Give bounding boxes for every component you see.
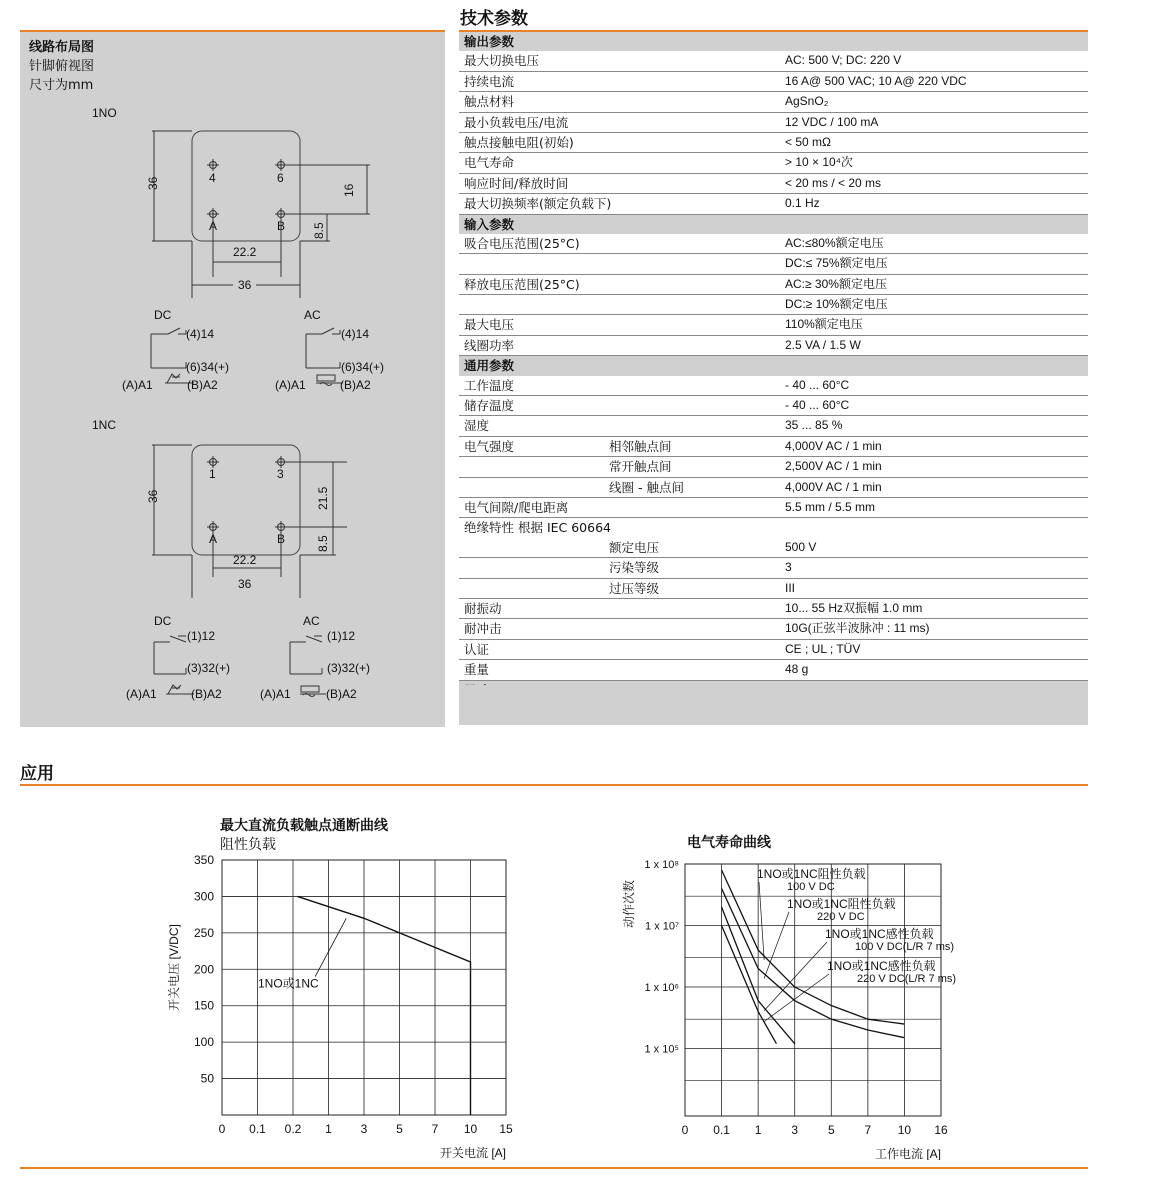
spec-label: 耐振动 <box>464 600 502 616</box>
chart1-x-tick: 1 <box>325 1122 332 1136</box>
nc-pin-a: A <box>209 532 218 546</box>
spec-row <box>459 660 1088 680</box>
spec-row <box>459 498 1088 518</box>
spec-value: 110%额定电压 <box>785 317 863 332</box>
spec-label: 重量 <box>464 662 490 678</box>
spec-row <box>459 599 1088 619</box>
chart1-y-label: 开关电压 [V/DC] <box>167 924 181 1011</box>
chart1-x-tick: 0 <box>218 1122 226 1136</box>
no-dim-offset: 8.5 <box>312 222 326 239</box>
spec-row <box>459 416 1088 436</box>
spec-value: AC: 500 V; DC: 220 V <box>785 53 902 68</box>
tech-params-title: 技术参数 <box>460 9 528 29</box>
spec-label: 湿度 <box>464 418 490 434</box>
spec-row <box>459 518 1088 537</box>
spec-section-label: 通用参数 <box>464 358 515 374</box>
no-pin-6: 6 <box>277 171 284 185</box>
chart2-series-leader <box>759 882 764 960</box>
chart2-series-label: 1NO或1NC感性负载 <box>825 927 934 941</box>
nc-pins <box>207 456 287 533</box>
spec-label: 电气寿命 <box>464 155 515 171</box>
spec-table-footer <box>459 685 1088 725</box>
spec-value: 5.5 mm / 5.5 mm <box>785 499 876 514</box>
chart2-series-label: 1NO或1NC感性负载 <box>827 959 936 973</box>
spec-label: 最大切换电压 <box>464 53 540 69</box>
wiring-title: 线路布局图 <box>29 40 95 55</box>
spec-value: AC:≥ 30%额定电压 <box>785 276 887 291</box>
chart1-y-tick: 250 <box>193 925 214 940</box>
nc-dc-term-2: (3)32(+) <box>187 661 231 675</box>
no-dc-term-2: (6)34(+) <box>186 360 230 374</box>
spec-row <box>459 579 1088 599</box>
no-dc-term-4: (B)A2 <box>187 378 218 392</box>
no-ac-term-4: (B)A2 <box>340 378 371 392</box>
wiring-subtitle-pins: 针脚俯视图 <box>29 59 95 74</box>
bottom-divider <box>20 1167 1088 1169</box>
spec-row <box>459 396 1088 416</box>
nc-dim-height: 36 <box>146 489 160 503</box>
chart1-x-tick: 10 <box>463 1122 478 1136</box>
spec-value: 2,500V AC / 1 min <box>785 459 882 474</box>
nc-ac-term-1: (1)12 <box>327 629 356 643</box>
chart2-x-tick: 5 <box>827 1123 835 1137</box>
nc-dc-label: DC <box>154 614 172 628</box>
spec-value: AC:≤80%额定电压 <box>785 235 884 250</box>
chart1-y-tick: 50 <box>200 1071 214 1086</box>
chart2-x-tick: 3 <box>791 1123 799 1137</box>
wiring-diagram-svg <box>20 32 445 727</box>
chart2-series-sublabel: 100 V DC <box>787 881 835 893</box>
spec-sublabel: 线圈 - 触点间 <box>609 479 684 495</box>
chart1-x-label: 开关电流 [A] <box>439 1146 506 1160</box>
spec-label: 释放电压范围(25°C) <box>464 276 580 292</box>
chart2-title: 电气寿命曲线 <box>687 835 771 851</box>
chart1-x-tick: 15 <box>499 1122 513 1136</box>
no-dim-pitch-v: 16 <box>342 183 356 197</box>
spec-sublabel: 常开触点间 <box>609 459 672 475</box>
spec-row <box>459 295 1088 315</box>
chart1-x-tick: 7 <box>431 1122 439 1136</box>
spec-label: 储存温度 <box>464 398 515 414</box>
chart2-y-label: 动作次数 <box>622 879 636 929</box>
spec-label: 认证 <box>464 641 490 657</box>
no-dim-width: 36 <box>238 278 252 292</box>
spec-label: 线圈功率 <box>464 337 515 353</box>
nc-pin-1: 1 <box>209 467 216 481</box>
chart2-y-tick: 1 x 10⁶ <box>644 982 679 995</box>
spec-sublabel: 污染等级 <box>609 560 660 576</box>
spec-value: 4,000V AC / 1 min <box>785 438 882 453</box>
chart1-y-tick: 200 <box>193 962 214 977</box>
spec-label: 吸合电压范围(25°C) <box>464 235 580 251</box>
spec-value: - 40 ... 60°C <box>785 377 850 392</box>
spec-label: 触点接触电阻(初始) <box>464 134 574 150</box>
spec-row <box>459 437 1088 457</box>
spec-label: 触点材料 <box>464 94 515 110</box>
spec-section-label: 输出参数 <box>464 34 515 49</box>
spec-label: 电气间隙/爬电距离 <box>464 499 569 515</box>
spec-value: 12 VDC / 100 mA <box>785 114 879 129</box>
spec-row <box>459 254 1088 274</box>
spec-label: 持续电流 <box>464 73 515 89</box>
spec-row <box>459 640 1088 660</box>
chart1-x-tick: 0.2 <box>284 1122 302 1136</box>
chart1-dc-load-curve <box>150 850 530 1160</box>
no-ac-term-1: (4)14 <box>341 327 370 341</box>
nc-dc-term-3: (A)A1 <box>126 687 157 701</box>
spec-value: AgSnO₂ <box>785 94 829 109</box>
spec-value: 500 V <box>785 539 817 554</box>
chart1-x-tick: 0.1 <box>249 1122 266 1136</box>
chart2-y-tick: 1 x 10⁸ <box>644 859 679 871</box>
spec-row <box>459 336 1088 356</box>
spec-value: < 20 ms / < 20 ms <box>785 175 882 190</box>
nc-ac-term-4: (B)A2 <box>326 687 357 701</box>
spec-value: 35 ... 85 % <box>785 418 843 433</box>
chart2-series-sublabel: 220 V DC <box>817 911 865 923</box>
no-pin-4: 4 <box>209 171 216 185</box>
spec-value: - 40 ... 60°C <box>785 398 850 413</box>
no-label: 1NO <box>92 106 117 120</box>
chart1-title: 最大直流负载触点通断曲线 <box>220 818 388 834</box>
spec-row <box>459 478 1088 498</box>
spec-row <box>459 457 1088 477</box>
spec-row <box>459 92 1088 112</box>
spec-sublabel: 额定电压 <box>609 539 660 555</box>
spec-label: 最小负载电压/电流 <box>464 114 569 130</box>
spec-row <box>459 315 1088 335</box>
spec-row <box>459 619 1088 639</box>
spec-value: 2.5 VA / 1.5 W <box>785 337 861 352</box>
wiring-diagram-panel <box>20 30 445 727</box>
chart2-series-line <box>722 926 777 1044</box>
chart2-x-tick: 16 <box>934 1123 948 1137</box>
no-pin-a: A <box>209 219 218 233</box>
spec-row <box>459 538 1088 558</box>
wiring-subtitle-units: 尺寸为mm <box>29 78 94 93</box>
nc-pin-b: B <box>277 532 286 546</box>
no-dc-label: DC <box>154 308 172 322</box>
spec-value: DC:≤ 75%额定电压 <box>785 256 888 271</box>
nc-ac-term-2: (3)32(+) <box>327 661 371 675</box>
chart2-series-sublabel: 100 V DC(L/R 7 ms) <box>855 941 955 953</box>
nc-dim-width: 36 <box>238 577 252 591</box>
spec-label: 最大切换频率(额定负载下) <box>464 196 612 212</box>
spec-value: 10G(正弦半波脉冲 : 11 ms) <box>785 621 930 636</box>
spec-label: 响应时间/释放时间 <box>464 175 569 191</box>
no-ac-label: AC <box>304 308 321 322</box>
spec-section-header <box>459 215 1088 234</box>
spec-row <box>459 275 1088 295</box>
spec-label: 耐冲击 <box>464 621 502 637</box>
chart2-series-label: 1NO或1NC阻性负载 <box>757 867 866 881</box>
spec-table <box>459 30 1088 719</box>
nc-ac-schematic <box>290 636 326 697</box>
chart2-x-tick: 1 <box>754 1123 762 1137</box>
nc-dim-offset: 8.5 <box>316 535 330 552</box>
spec-value: 10... 55 Hz双振幅 1.0 mm <box>785 600 923 615</box>
nc-dim-pitch-v: 21.5 <box>316 486 330 510</box>
spec-label: 工作温度 <box>464 377 515 393</box>
spec-value: < 50 mΩ <box>785 134 831 149</box>
no-dc-term-1: (4)14 <box>186 327 215 341</box>
chart2-x-tick: 0.1 <box>713 1123 730 1137</box>
no-ac-schematic <box>306 328 343 386</box>
chart2-series-leader <box>764 974 829 1021</box>
chart2-x-label: 工作电流 [A] <box>874 1147 941 1160</box>
chart2-y-tick: 1 x 10⁷ <box>645 920 679 933</box>
spec-value: > 10 × 10⁴次 <box>785 155 853 170</box>
chart1-y-tick: 150 <box>193 998 214 1013</box>
spec-section-header <box>459 356 1088 375</box>
chart2-x-tick: 0 <box>681 1123 689 1137</box>
chart1-series-label: 1NO或1NC <box>258 976 319 991</box>
no-ac-term-2: (6)34(+) <box>341 360 385 374</box>
chart2-series-label: 1NO或1NC阻性负载 <box>787 897 896 911</box>
chart2-y-tick: 1 x 10⁵ <box>644 1043 679 1056</box>
chart2-x-tick: 10 <box>897 1123 912 1137</box>
chart2-x-tick: 7 <box>864 1123 872 1137</box>
nc-pin-3: 3 <box>277 467 284 481</box>
spec-row <box>459 72 1088 92</box>
nc-label: 1NC <box>92 418 117 432</box>
spec-row <box>459 174 1088 194</box>
no-pins <box>207 159 287 220</box>
spec-value: 3 <box>785 560 792 575</box>
nc-dc-term-1: (1)12 <box>187 629 216 643</box>
spec-row <box>459 133 1088 153</box>
chart1-subtitle: 阻性负载 <box>220 837 276 853</box>
nc-ac-term-3: (A)A1 <box>260 687 291 701</box>
spec-label: 电气强度 <box>464 438 515 454</box>
spec-label: 绝缘特性 根据 IEC 60664 <box>464 520 611 536</box>
application-divider <box>20 784 1088 786</box>
spec-row <box>459 153 1088 173</box>
chart1-y-tick: 350 <box>193 853 214 867</box>
spec-sublabel: 相邻触点间 <box>609 438 672 454</box>
no-ac-term-3: (A)A1 <box>275 378 306 392</box>
no-dim-pitch-h: 22.2 <box>233 245 257 259</box>
spec-section-label: 输入参数 <box>464 216 515 232</box>
chart1-x-tick: 3 <box>360 1122 368 1136</box>
no-pin-b: B <box>277 219 286 233</box>
spec-row <box>459 113 1088 133</box>
spec-value: CE ; UL ; TÜV <box>785 641 861 656</box>
spec-row <box>459 234 1088 254</box>
chart1-y-tick: 100 <box>193 1035 214 1050</box>
chart1-series-leader <box>315 918 346 976</box>
spec-sublabel: 过压等级 <box>609 580 660 596</box>
no-dim-height: 36 <box>146 176 160 190</box>
spec-value: 0.1 Hz <box>785 196 820 211</box>
spec-value: 48 g <box>785 662 809 677</box>
spec-value: 16 A@ 500 VAC; 10 A@ 220 VDC <box>785 73 967 88</box>
spec-row <box>459 51 1088 71</box>
nc-dc-term-4: (B)A2 <box>191 687 222 701</box>
chart1-y-tick: 300 <box>193 889 214 904</box>
spec-row <box>459 558 1088 578</box>
spec-value: III <box>785 580 796 595</box>
spec-section-header <box>459 32 1088 51</box>
spec-row <box>459 194 1088 214</box>
spec-row <box>459 376 1088 396</box>
application-title: 应用 <box>20 764 54 784</box>
no-dc-term-3: (A)A1 <box>122 378 153 392</box>
chart2-series-sublabel: 220 V DC(L/R 7 ms) <box>857 973 957 985</box>
spec-value: 4,000V AC / 1 min <box>785 479 882 494</box>
spec-label: 最大电压 <box>464 317 515 333</box>
chart2-life-curve <box>615 850 975 1160</box>
nc-dim-pitch-h: 22.2 <box>233 553 257 567</box>
spec-value: DC:≥ 10%额定电压 <box>785 297 888 312</box>
nc-ac-label: AC <box>303 614 320 628</box>
chart1-x-tick: 5 <box>396 1122 403 1136</box>
